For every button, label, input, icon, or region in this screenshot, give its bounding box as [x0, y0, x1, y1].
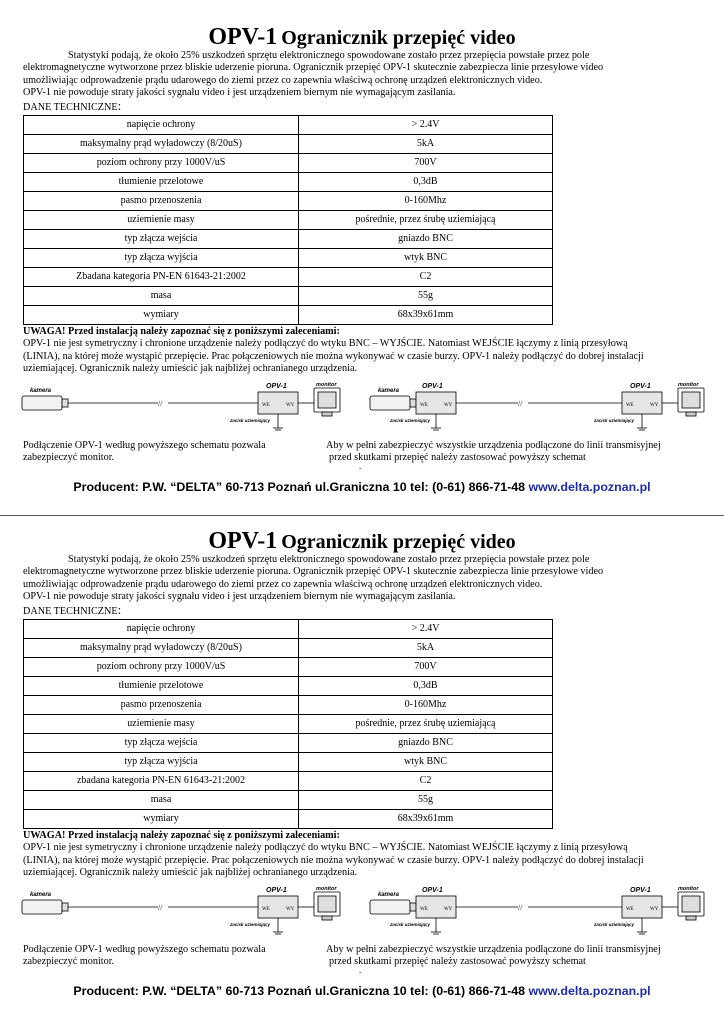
- leaflet-bottom: OPV-1 Ogranicznik przepięć video Statystyki podają, że około 25% uszkodzeń sprzętu elektronicznego spowodowane zostało przez przepięcia powstałe przez pole elektromagnetyczne wytworzone przez bliskie uderzenie pioruna. Ogranicznik przepięć OPV-1 skutecznie zabezpiecza linie przesyłowe video umożliwiając odprowadzenie prądu udarowego do ziemi przez co zapewnia właściwą ochronę urządzeń elektronicznych video. OPV-1 nie powoduje straty jakości sygnału video i jest urządzeniem biernym nie wymagającym zasilania. DANE TECHNICZNE: napięcie ochrony > 2.4V maksymalny prąd wyładowczy (8/20uS) 5kA poziom ochrony przy 1000V/uS 700V tłumienie przelotowe 0,3dB pasmo przenoszenia 0-160Mhz uziemienie masy pośrednie, przez śrubę uziemiającą typ złącza wejścia gniazdo BNC typ złącza wyjścia wtyk BNC zbadana kategoria PN-EN 61643-21:2002 C2 masa 55g wymiary 68x39x61mm UWAGA! Przed instalacją należy zapoznać się z poniższymi zaleceniami: OPV-1 nie jest symetryczny i chronione urządzenie należy podłączyć do wtyku BNC – WYJŚCIE. Natomiast WEJŚCIE łączymy z linią przesyłową (LINIA), na której może wystąpić przepięcie. Prac połączeniowych nie można wykonywać w czasie burzy. OPV-1 należy podłączyć do dobrej instalacji uziemiającej. Ogranicznik należy umieścić jak najbliżej ochranianego urządzenia. kamera // OPV-1 WE WY zacisk uziemiający monitor kamera OPV-1 WE WY zacisk uziemiający // OPV-1 WE WY zacisk uziemiający monitor Podłączenie OPV-1 według powyższego schematu pozwala zabezpieczyć monitor. Aby w pełni zabezpieczyć wszystkie urządzenia podłączone do linii transmisyjnej przed skutkami przepięć należy zastosować powyższy schemat . Producent: P.W. “DELTA” 60-713 Poznań ul.Graniczna 10 tel: (0-61) 866-71-48 www.delta.poznan.pl: [0, 528, 724, 1018]
- spec-value: C2: [299, 268, 553, 287]
- spec-row: [24, 810, 553, 829]
- svg-text:WE: WE: [420, 403, 428, 408]
- warning-line: OPV-1 nie jest symetryczny i chronione urządzenie należy podłączyć do wtyku BNC – WYJŚCIE. Natomiast WEJŚCIE łączymy z linią przesyłową: [23, 842, 628, 854]
- title-rest: Ogranicznik przepięć video: [281, 531, 516, 553]
- spec-param: maksymalny prąd wyładowczy (8/20uS): [24, 639, 299, 658]
- spec-row: [24, 734, 553, 753]
- svg-text://: //: [158, 903, 163, 912]
- caption-left: Podłączenie OPV-1 według powyższego schematu pozwala zabezpieczyć monitor.: [23, 944, 266, 968]
- svg-text:OPV-1: OPV-1: [422, 383, 443, 390]
- monitor-label: monitor: [316, 886, 337, 892]
- warning-heading: UWAGA! Przed instalacją należy zapoznać się z poniższymi zaleceniami:: [23, 830, 340, 841]
- producer-footer: [0, 479, 724, 495]
- svg-text:WY: WY: [444, 403, 453, 408]
- spec-value: gniazdo BNC: [299, 734, 553, 753]
- cut-line: [0, 515, 724, 516]
- svg-text:WE: WE: [626, 907, 634, 912]
- warning-text: [23, 830, 713, 879]
- spec-param: poziom ochrony przy 1000V/uS: [24, 658, 299, 677]
- spec-row: [24, 249, 553, 268]
- svg-text:monitor: monitor: [678, 382, 699, 388]
- spec-row: [24, 696, 553, 715]
- producer-url[interactable]: www.delta.poznan.pl: [528, 984, 651, 998]
- camera-label: kamera: [378, 892, 400, 898]
- spec-param: zbadana kategoria PN-EN 61643-21:2002: [24, 772, 299, 791]
- connection-diagram: [18, 378, 718, 438]
- svg-text:WE: WE: [420, 907, 428, 912]
- intro-line: umożliwiając odprowadzenie prądu udarowego do ziemi przez co zapewnia właściwą ochronę urządzeń elektronicznych video.: [23, 74, 543, 86]
- spec-row: [24, 211, 553, 230]
- intro-line: OPV-1 nie powoduje straty jakości sygnału video i jest urządzeniem biernym nie wymagającym zasilania.: [23, 86, 456, 98]
- spec-value: wtyk BNC: [299, 249, 553, 268]
- spec-value: pośrednie, przez śrubę uziemiającą: [299, 211, 553, 230]
- intro-line: Statystyki podają, że około 25% uszkodzeń sprzętu elektronicznego spowodowane zostało przez przepięcia powstałe przez pole: [68, 554, 590, 565]
- spec-row: [24, 230, 553, 249]
- svg-text:OPV-1: OPV-1: [422, 887, 443, 894]
- spec-value: 68x39x61mm: [299, 810, 553, 829]
- camera-label: kamera: [378, 388, 400, 394]
- svg-text:zacisk uziemiający: zacisk uziemiający: [594, 922, 635, 927]
- warning-line: (LINIA), na której może wystąpić przepięcie. Prac połączeniowych nie można wykonywać w czasie burzy. OPV-1 należy podłączyć do dobrej instalacji: [23, 854, 644, 866]
- producer-text: Producent: P.W. “DELTA” 60-713 Poznań ul.Graniczna 10 tel: (0-61) 866-71-48: [73, 480, 526, 494]
- svg-text:zacisk uziemiający: zacisk uziemiający: [390, 922, 431, 927]
- spec-row: [24, 116, 553, 135]
- producer-text: Producent: P.W. “DELTA” 60-713 Poznań ul.Graniczna 10 tel: (0-61) 866-71-48: [73, 984, 526, 998]
- spec-param: napięcie ochrony: [24, 116, 299, 135]
- ground-clamp-label: zacisk uziemiający: [230, 418, 271, 423]
- svg-text:WY: WY: [650, 403, 659, 408]
- tech-data-label: DANE TECHNICZNE:: [23, 602, 122, 617]
- svg-text:WY: WY: [650, 907, 659, 912]
- warning-line: OPV-1 nie jest symetryczny i chronione urządzenie należy podłączyć do wtyku BNC – WYJŚCIE. Natomiast WEJŚCIE łączymy z linią przesyłową: [23, 338, 628, 350]
- intro-text: [23, 50, 713, 99]
- spec-value: 700V: [299, 658, 553, 677]
- warning-line: uziemiającej. Ogranicznik należy umieścić jak najbliżej ochranianego urządzenia.: [23, 866, 358, 878]
- spec-value: 5kA: [299, 135, 553, 154]
- intro-line: elektromagnetyczne wytworzone przez bliskie uderzenie pioruna. Ogranicznik przepięć OPV-1 skutecznie zabezpiecza linie przesyłowe video: [23, 566, 604, 578]
- spec-row: [24, 135, 553, 154]
- svg-text:OPV-1: OPV-1: [630, 887, 651, 894]
- page-title: [0, 528, 724, 557]
- spec-value: 0,3dB: [299, 173, 553, 192]
- svg-text://: //: [518, 399, 523, 408]
- warning-heading: UWAGA! Przed instalacją należy zapoznać się z poniższymi zaleceniami:: [23, 326, 340, 337]
- spec-param: typ złącza wyjścia: [24, 249, 299, 268]
- spec-row: [24, 753, 553, 772]
- spec-param: masa: [24, 791, 299, 810]
- spec-row: [24, 677, 553, 696]
- spec-value: 55g: [299, 791, 553, 810]
- camera-icon: [22, 900, 62, 914]
- svg-text://: //: [158, 399, 163, 408]
- svg-text:WE: WE: [626, 403, 634, 408]
- spec-row: [24, 658, 553, 677]
- caption-right: Aby w pełni zabezpieczyć wszystkie urządzenia podłączone do linii transmisyjnej przed skutkami przepięć należy zastosować powyższy schemat: [326, 440, 661, 464]
- svg-text:OPV-1: OPV-1: [630, 383, 651, 390]
- spec-value: 0-160Mhz: [299, 192, 553, 211]
- spec-value: > 2.4V: [299, 620, 553, 639]
- camera-icon: [22, 396, 62, 410]
- svg-text://: //: [518, 903, 523, 912]
- title-main: OPV-1: [208, 24, 278, 50]
- spec-param: wymiary: [24, 306, 299, 325]
- svg-text:zacisk uziemiający: zacisk uziemiający: [594, 418, 635, 423]
- opv-label: OPV-1: [266, 887, 287, 894]
- spec-row: [24, 268, 553, 287]
- intro-line: elektromagnetyczne wytworzone przez bliskie uderzenie pioruna. Ogranicznik przepięć OPV-1 skutecznie zabezpiecza linie przesyłowe video: [23, 62, 604, 74]
- spec-value: 0,3dB: [299, 677, 553, 696]
- svg-text:WE: WE: [262, 403, 270, 408]
- title-rest: Ogranicznik przepięć video: [281, 27, 516, 49]
- spec-param: pasmo przenoszenia: [24, 192, 299, 211]
- intro-line: umożliwiając odprowadzenie prądu udarowego do ziemi przez co zapewnia właściwą ochronę urządzeń elektronicznych video.: [23, 578, 543, 590]
- producer-url[interactable]: www.delta.poznan.pl: [528, 480, 651, 494]
- intro-text: [23, 554, 713, 603]
- warning-line: (LINIA), na której może wystąpić przepięcie. Prac połączeniowych nie można wykonywać w czasie burzy. OPV-1 należy podłączyć do dobrej instalacji: [23, 350, 644, 362]
- spec-value: 0-160Mhz: [299, 696, 553, 715]
- intro-line: OPV-1 nie powoduje straty jakości sygnału video i jest urządzeniem biernym nie wymagającym zasilania.: [23, 590, 456, 602]
- svg-text:WY: WY: [444, 907, 453, 912]
- spec-param: napięcie ochrony: [24, 620, 299, 639]
- spec-row: [24, 192, 553, 211]
- spec-row: [24, 772, 553, 791]
- monitor-label: monitor: [316, 382, 337, 388]
- spec-value: wtyk BNC: [299, 753, 553, 772]
- camera-label: kamera: [30, 388, 52, 394]
- spec-value: C2: [299, 772, 553, 791]
- spec-value: pośrednie, przez śrubę uziemiającą: [299, 715, 553, 734]
- spec-param: tłumienie przelotowe: [24, 677, 299, 696]
- caption-right: Aby w pełni zabezpieczyć wszystkie urządzenia podłączone do linii transmisyjnej przed skutkami przepięć należy zastosować powyższy schemat: [326, 944, 661, 968]
- intro-line: Statystyki podają, że około 25% uszkodzeń sprzętu elektronicznego spowodowane zostało przez przepięcia powstałe przez pole: [68, 50, 590, 61]
- camera-label: kamera: [30, 892, 52, 898]
- camera-lens-icon: [62, 399, 68, 407]
- svg-text:WY: WY: [286, 403, 295, 408]
- spec-row: [24, 173, 553, 192]
- spec-param: wymiary: [24, 810, 299, 829]
- spec-param: typ złącza wejścia: [24, 230, 299, 249]
- spec-row: [24, 791, 553, 810]
- spec-param: typ złącza wejścia: [24, 734, 299, 753]
- title-main: OPV-1: [208, 528, 278, 554]
- spec-row: [24, 154, 553, 173]
- page-title: [0, 24, 724, 53]
- svg-text:WE: WE: [262, 907, 270, 912]
- producer-footer: [0, 983, 724, 999]
- spec-value: gniazdo BNC: [299, 230, 553, 249]
- spec-table: [23, 619, 553, 829]
- tech-data-label: DANE TECHNICZNE:: [23, 98, 122, 113]
- spec-value: > 2.4V: [299, 116, 553, 135]
- spec-param: uziemienie masy: [24, 211, 299, 230]
- spec-value: 55g: [299, 287, 553, 306]
- spec-param: masa: [24, 287, 299, 306]
- svg-text:WY: WY: [286, 907, 295, 912]
- spec-row: [24, 620, 553, 639]
- spec-row: [24, 287, 553, 306]
- svg-text:zacisk uziemiający: zacisk uziemiający: [390, 418, 431, 423]
- spec-param: maksymalny prąd wyładowczy (8/20uS): [24, 135, 299, 154]
- spec-param: tłumienie przelotowe: [24, 173, 299, 192]
- spec-value: 5kA: [299, 639, 553, 658]
- spec-row: [24, 306, 553, 325]
- camera-icon: [370, 900, 410, 914]
- spec-param: uziemienie masy: [24, 715, 299, 734]
- warning-line: uziemiającej. Ogranicznik należy umieścić jak najbliżej ochranianego urządzenia.: [23, 362, 358, 374]
- leaflet-top: OPV-1 Ogranicznik przepięć video Statystyki podają, że około 25% uszkodzeń sprzętu elektronicznego spowodowane zostało przez przepięcia powstałe przez pole elektromagnetyczne wytworzone przez bliskie uderzenie pioruna. Ogranicznik przepięć OPV-1 skutecznie zabezpiecza linie przesyłowe video umożliwiając odprowadzenie prądu udarowego do ziemi przez co zapewnia właściwą ochronę urządzeń elektronicznych video. OPV-1 nie powoduje straty jakości sygnału video i jest urządzeniem biernym nie wymagającym zasilania. DANE TECHNICZNE: napięcie ochrony > 2.4V maksymalny prąd wyładowczy (8/20uS) 5kA poziom ochrony przy 1000V/uS 700V tłumienie przelotowe 0,3dB pasmo przenoszenia 0-160Mhz uziemienie masy pośrednie, przez śrubę uziemiającą typ złącza wejścia gniazdo BNC typ złącza wyjścia wtyk BNC Zbadana kategoria PN-EN 61643-21:2002 C2 masa 55g wymiary 68x39x61mm UWAGA! Przed instalacją należy zapoznać się z poniższymi zaleceniami: OPV-1 nie jest symetryczny i chronione urządzenie należy podłączyć do wtyku BNC – WYJŚCIE. Natomiast WEJŚCIE łączymy z linią przesyłową (LINIA), na której może wystąpić przepięcie. Prac połączeniowych nie można wykonywać w czasie burzy. OPV-1 należy podłączyć do dobrej instalacji uziemiającej. Ogranicznik należy umieścić jak najbliżej ochranianego urządzenia. kamera // OPV-1 WE WY zacisk uziemiający monitor kamera OPV-1 WE WY zacisk uziemiający // OPV-1 WE WY zacisk uziemiający monitor Podłączenie OPV-1 według powyższego schematu pozwala zabezpieczyć monitor. Aby w pełni zabezpieczyć wszystkie urządzenia podłączone do linii transmisyjnej przed skutkami przepięć należy zastosować powyższy schemat . Producent: P.W. “DELTA” 60-713 Poznań ul.Graniczna 10 tel: (0-61) 866-71-48 www.delta.poznan.pl: [0, 24, 724, 514]
- spec-param: pasmo przenoszenia: [24, 696, 299, 715]
- opv-label: OPV-1: [266, 383, 287, 390]
- spec-param: typ złącza wyjścia: [24, 753, 299, 772]
- warning-text: [23, 326, 713, 375]
- camera-icon: [370, 396, 410, 410]
- spec-param: poziom ochrony przy 1000V/uS: [24, 154, 299, 173]
- spec-value: 700V: [299, 154, 553, 173]
- spec-value: 68x39x61mm: [299, 306, 553, 325]
- spec-param: Zbadana kategoria PN-EN 61643-21:2002: [24, 268, 299, 287]
- ground-clamp-label: zacisk uziemiający: [230, 922, 271, 927]
- connection-diagram: [18, 882, 718, 942]
- spec-row: [24, 639, 553, 658]
- spec-row: [24, 715, 553, 734]
- svg-text:monitor: monitor: [678, 886, 699, 892]
- caption-left: Podłączenie OPV-1 według powyższego schematu pozwala zabezpieczyć monitor.: [23, 440, 266, 464]
- spec-table: [23, 115, 553, 325]
